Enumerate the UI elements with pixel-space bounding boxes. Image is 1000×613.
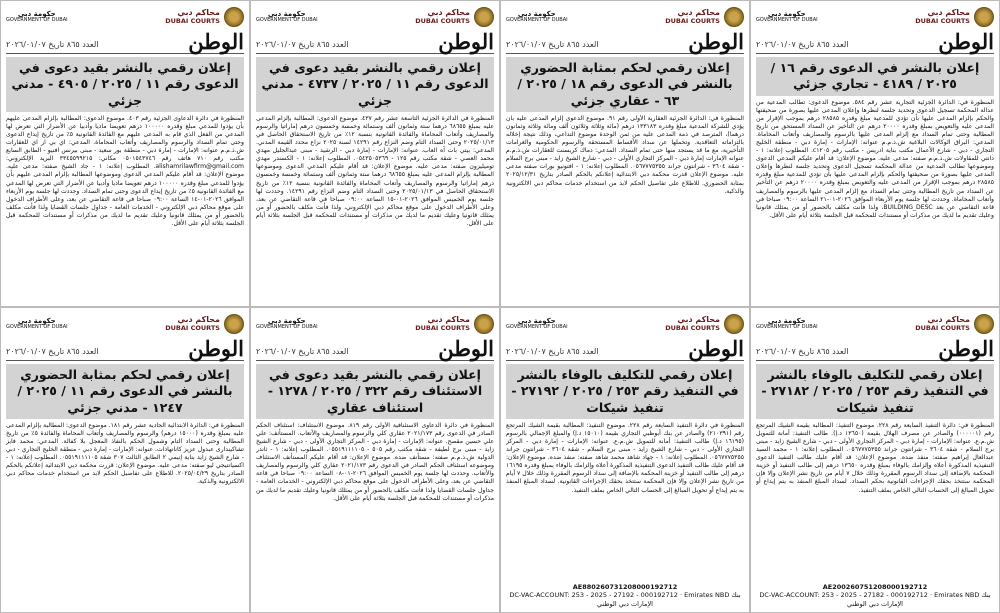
notice-body (506, 115, 744, 301)
issue-date: العدد ٨٦٥ تاريخ ٢٠٢٦/٠١/٠٧ (256, 347, 349, 356)
notice-panel (250, 307, 500, 613)
issue-date: العدد ٨٦٥ تاريخ ٢٠٢٦/٠١/٠٧ (6, 347, 99, 356)
newspaper-name: الوطن (188, 336, 244, 361)
notice-footer (756, 583, 994, 609)
masthead (6, 31, 244, 54)
issue-date: العدد ٨٦٥ تاريخ ٢٠٢٦/٠١/٠٧ (6, 40, 99, 49)
masthead (6, 338, 244, 361)
court-name-en: DUBAI COURTS (165, 323, 220, 332)
government-logo (506, 11, 568, 24)
government-logo (506, 318, 568, 331)
panel-header (256, 4, 494, 30)
gov-name-en: GOVERNMENT OF DUBAI (756, 17, 818, 24)
newspaper-name: الوطن (688, 29, 744, 54)
gov-name-en: GOVERNMENT OF DUBAI (6, 324, 68, 331)
notice-panel (0, 0, 250, 307)
masthead (256, 338, 494, 361)
government-logo (756, 11, 818, 24)
newspaper-name: الوطن (938, 29, 994, 54)
dubai-courts-logo (415, 314, 494, 334)
dubai-courts-logo (165, 314, 244, 334)
dubai-courts-logo (665, 314, 744, 334)
gov-name-ar: حكومة دبي (767, 9, 806, 18)
panel-header (6, 4, 244, 30)
issue-date: العدد ٨٦٥ تاريخ ٢٠٢٦/٠١/٠٧ (506, 40, 599, 49)
gov-name-en: GOVERNMENT OF DUBAI (506, 17, 568, 24)
panel-header (506, 4, 744, 30)
court-name-en: DUBAI COURTS (665, 16, 720, 25)
masthead (506, 31, 744, 54)
issue-date: العدد ٨٦٥ تاريخ ٢٠٢٦/٠١/٠٧ (756, 40, 849, 49)
notice-body (256, 422, 494, 607)
notice-footer (506, 583, 744, 609)
government-logo (6, 11, 68, 24)
panel-header (506, 311, 744, 337)
court-name-en: DUBAI COURTS (915, 16, 970, 25)
masthead (756, 31, 994, 54)
court-name-en: DUBAI COURTS (415, 16, 470, 25)
notice-text: المنظورة في دائرة الدعاوى الجزئية رقم ٤٠٣. موضوع الدعوى: المطالبة بإلزام المدعى عليهم بأن يؤدوا للمدعي مبلغ وقدره ١٠٠٠٠٠ درهم تعويضا ماديا وأدبيا عن الأضرار التي تعرض لها المدعي من الفعل الذي قام به المدعى عليهم مع الفائدة القانونية ٥٪ من تاريخ إيداع الدعوى وحتى تمام السداد والرسوم والمصاريف وأتعاب المحاماة. المدعي: اي بي ار اي للعقارات ش.ذ.م.م عنوانه: الإمارات - إمارة دبي - منطقة بور سعيد - مبنى بيرنس افنيو - الطابق السابع مكتب رقم ٧١٠ هاتف رقم ٠٥٠١٥٤٣٧٤٦ مكاني: ٣٣٤٥٥٩٩٢١٥ البريد الإلكتروني: alishamrilawfirm@gmail.com. المطلوب إعلانه: ١ - جاد الشيخ صفته: مدعى عليه. موضوع الإعلان: قد أقام عليكم المدعي الدعوى وموضوعها المطالبة بإلزام المدعى عليهم بأن يؤدوا للمدعي مبلغ وقدره ١٠٠٠٠٠ درهم تعويضا ماديا وأدبيا عن الأضرار التي تعرض لها المدعي مع الفائدة القانونية ٥٪ من تاريخ إيداع الدعوى وحتى تمام السداد. وحددت لها جلسة يوم الأربعاء الموافق ٢٠٢٦-٠١-١٤ الساعة ٠٩:٠٠ صباحا في قاعة التقاضي عن بعد، وعلى الأطراف الدخول على موقع محاكم دبي الإلكتروني - الخدمات العامة - جداول جلسات القضايا ولذا فأنت مكلف بالحضور أو من يمثلك قانونيا وعليك تقديم ما لديك من مذكرات أو مستندات للمحكمة قبل الجلسة بثلاثة أيام على الأقل. (6, 114, 244, 227)
gov-name-en: GOVERNMENT OF DUBAI (256, 324, 318, 331)
dubai-courts-logo (665, 7, 744, 27)
issue-date: العدد ٨٦٥ تاريخ ٢٠٢٦/٠١/٠٧ (756, 347, 849, 356)
notice-body (506, 422, 744, 581)
court-name-en: DUBAI COURTS (915, 323, 970, 332)
notice-body (256, 115, 494, 301)
gov-name-ar: حكومة دبي (517, 9, 556, 18)
notice-headline: إعلان رقمي بالنشر بقيد دعوى في الدعوى رقم ١١ / ٢٠٢٥ / ٤٩٠٥ - مدني جزئي (6, 57, 244, 112)
notice-body (6, 422, 244, 607)
newspaper-name: الوطن (188, 29, 244, 54)
dubai-courts-logo (915, 314, 994, 334)
gov-name-en: GOVERNMENT OF DUBAI (506, 324, 568, 331)
notice-text: المنظورة في: الدائرة الجزئية التجارية عشر رقم ٥٨٤. موضوع الدعوى: تطالب المدعية من عدالة المحكمة تسجيل الدعوى وتحديد جلسة لنظرها وإعلان المدعى عليها بصورة من صحيفتها والحكم بإلزام المدعى عليها بأن تؤدي للمدعية مبلغ وقدره ٢٨٥٨٥ درهم بموجب الإقرار من المدعى عليه والتعويض بمبلغ وقدره ٢٠٠٠٠ درهم عن التأخير عن السداد المستحق من تاريخ المطالبة وحتى تمام السداد مع إلزام المدعى عليها بالرسوم والمصاريف وأتعاب المحاماة. المدعي: البراق الوكالات البلاغية ش.ذ.م.م عنوانه: الإمارات - إمارة دبي - منطقة الخليج التجاري - دبي - شارع الأعمال مكتب بناية ادريس - مكتب رقم c١٢٠٥. المطلوب إعلانه: ١ - دانتي للمقاولات ش.ذ.م.م صفته: مدعى عليه. موضوع الإعلان: قد أقام عليكم المدعي الدعوى وموضوعها تطالب المدعية من عدالة المحكمة تسجيل الدعوى وتحديد جلسة لنظرها وإعلان المدعى عليها بصورة من صحيفتها والحكم بإلزام المدعى عليها بأن تؤدي للمدعية مبلغ وقدره ٢٨٥٨٥ درهم بموجب الإقرار من المدعى عليه والتعويض بمبلغ وقدره ٢٠٠٠٠ درهم عن التأخير عن السداد من تاريخ المطالبة وحتى تمام السداد مع إلزام المدعى عليها بالرسوم والمصاريف وأتعاب المحاماة. وحددت لها جلسة يوم الأربعاء الموافق ٢٠٢٦-٠١-٢١ الساعة ٠٩:٠٠ صباحا في قاعة التقاضي عن بعد BUILDING_DESC، ولذا فأنت مكلف بالحضور أو من يمثلك قانونيا وعليك تقديم ما لديك من مذكرات أو مستندات للمحكمة قبل الجلسة بثلاثة أيام على الأقل. (756, 98, 994, 219)
court-seal-icon (724, 314, 744, 334)
notice-headline: إعلان رقمي للتكليف بالوفاء بالنشر في التنفيذ رقم ٢٥٣ / ٢٠٢٥ / ٢٧١٨٢ - تنفيذ شيكات (756, 364, 994, 419)
court-name-en: DUBAI COURTS (165, 16, 220, 25)
account-line: DC-VAC-ACCOUNT: 253 - 2025 - 27182 - 000192712 · Emirates NBD بنك الإمارات دبي الوطني (759, 591, 991, 609)
gov-name-en: GOVERNMENT OF DUBAI (6, 17, 68, 24)
newspaper-name: الوطن (938, 336, 994, 361)
court-name-en: DUBAI COURTS (415, 323, 470, 332)
court-name-ar: محاكم دبي (177, 8, 220, 18)
panel-header (256, 311, 494, 337)
court-seal-icon (974, 7, 994, 27)
court-name-ar: محاكم دبي (927, 315, 970, 325)
notice-panel (750, 307, 1000, 613)
court-name-ar: محاكم دبي (677, 315, 720, 325)
iban: AE200260751208000192712 (822, 582, 928, 591)
masthead (506, 338, 744, 361)
government-logo (6, 318, 68, 331)
gov-name-en: GOVERNMENT OF DUBAI (256, 17, 318, 24)
court-seal-icon (724, 7, 744, 27)
notice-body (756, 422, 994, 581)
government-logo (256, 318, 318, 331)
gov-name-ar: حكومة دبي (267, 316, 306, 325)
notice-headline: إعلان رقمي بالنشر بقيد دعوى في الدعوى رقم ١١ / ٢٠٢٥ / ٤٧٣٧ - مدني جزئي (256, 57, 494, 112)
government-logo (256, 11, 318, 24)
masthead (756, 338, 994, 361)
court-seal-icon (224, 7, 244, 27)
notice-panel (750, 0, 1000, 307)
notice-text: المنظورة في: الدائرة الابتدائية الحادية عشر رقم ١٨١. موضوع الدعوى: المطالبة بإلزام المدعى عليه بمبلغ وقدره (١٥٠٠٠ درهم) والرسوم والمصاريف وأتعاب المحاماة والفائدة ٥٪ من تاريخ المطالبة وحتى السداد التام وشمول الحكم بالنفاذ المعجل بلا كفالة. المدعي: محمد فايز تشاكيندارى عبدول عزيز كانانهادات. عنوانه: الإمارات - إمارة دبي - منطقة الخليج التجاري - دبي - شارع الشيخ زايد بناية إنيمي ٢ الطابق الثالث ٣٠٧ شقة ٠٥٥١٩١١١١٠٥. المطلوب إعلانه: ١ - اكسيانتيجي ليو صفته: مدعى عليه. موضوع الإعلان: قررت محكمة دبي الابتدائية إعلانكم بالحكم الصادر بتاريخ ٢٠٢٥/٠٤/٢٩. للاطلاع على تفاصيل الحكم لابد من استخدام خدمات محاكم دبي الالكترونية والذكية. (6, 421, 244, 486)
dubai-courts-logo (165, 7, 244, 27)
notice-panel (500, 307, 750, 613)
gov-name-ar: حكومة دبي (767, 316, 806, 325)
notice-body (756, 99, 994, 302)
issue-date: العدد ٨٦٥ تاريخ ٢٠٢٦/٠١/٠٧ (506, 347, 599, 356)
notice-headline: إعلان بالنشر في الدعوى رقم ١٦ / ٢٠٢٥ / ٤١٨٩ - تجاري جزئي (756, 57, 994, 96)
iban: AE880260731208000192712 (572, 582, 678, 591)
court-seal-icon (974, 314, 994, 334)
panel-header (756, 4, 994, 30)
gov-name-ar: حكومة دبي (17, 9, 56, 18)
newspaper-name: الوطن (688, 336, 744, 361)
dubai-courts-logo (415, 7, 494, 27)
gov-name-en: GOVERNMENT OF DUBAI (756, 324, 818, 331)
dubai-courts-logo (915, 7, 994, 27)
issue-date: العدد ٨٦٥ تاريخ ٢٠٢٦/٠١/٠٧ (256, 40, 349, 49)
notice-text: المنظورة في: دائرة التنفيذ السابعة رقم ٢٢٨. موضوع التنفيذ: المطالبة بقيمة الشيك المرتجع رقم (٠٠٠٠٠١) والصادر عن مصرف الهلال بقيمة (١٣٦٥٠ د.إ). طالب التنفيذ: أمانة للتمويل ش.م.ع. عنوانه: الإمارات - إمارة دبي - المركز التجاري الأولى - دبي - شارع الشيخ زايد - مبنى برج السلام - شقة ٣٦٠٤ - شرانتون جراند ٠٥٦٧٧٧٥٣٥٥. المطلوب إعلانه: ١ - محمد السيد عبدالعال إبراهيم صفته: منفذ ضده. موضوع الإعلان: قد أقام عليك طالب التنفيذ الدعوى التنفيذية المذكورة أعلاه وإلزامك بالوفاء بمبلغ وقدره ١٣٦٥٠ درهم إلى طالب التنفيذ أو خزينة المحكمة بالإضافة إلى سداد الرسوم المقررة وذلك خلال ٧ أيام من تاريخ نشر الإعلان وإلا فإن المحكمة ستتخذ بحقك الإجراءات القانونية بحكم السداد. لسداد المبلغ المنفذ به يتم إيداع أو تحويل المبالغ إلى الحساب التالي الخاص بملف التنفيذ. (756, 421, 994, 494)
notice-text: المنظورة في الدائرة الجزئية التاسعة عشر رقم ٤٣٧. موضوع الدعوى: المطالبة بإلزام المدعى عليه بمبلغ ٦٨٦٥٥ درهما ستة وثمانون ألف وستمائة وخمسة وخمسون درهم إماراتيا والرسوم والمصاريف وأتعاب المحاماة والفائدة القانونية بنسبة ١٢٪ من تاريخ الاستحقاق الحاصل في ٢٠٢٥/٠١/١٣ وحتى السداد التام وضم النزاع رقم ١٤٢٩١ لسنة ٢٠٢٥ نزاع محدد القيمة المدني. المدعي: بيتي بات آه العاب. عنوانه: الإمارات - إمارة دبي - الرشيد - مبنى عبدالجليل مهدي محمد العصي - شقة مكتب رقم ١٢٥ - ٠٥٤٣٥٠٥٣٦٩. المطلوب إعلانه: ١ - الكسندر مهدي توميليزون صفته: مدعى عليه. موضوع الإعلان: قد أقام عليكم المدعي الدعوى وموضوعها المطالبة بإلزام المدعى عليه بمبلغ ٦٨٦٥٥ درهما ستة وثمانون ألف وستمائة وخمسة وخمسون درهم إماراتيا والرسوم والمصاريف وأتعاب المحاماة والفائدة القانونية بنسبة ١٢٪ من تاريخ الاستحقاق الحاصل في ٢٠٢٥/٠١/١٣ وحتى السداد التام وضم النزاع رقم ١٤٢٩١. وحددت لها جلسة يوم الخميس الموافق ٢٠٢٦-٠١-١٥ الساعة ٠٩:٠٠ صباحا في قاعة التقاضي عن بعد، وعلى الأطراف الدخول على موقع محاكم دبي الإلكتروني، ولذا فأنت مكلف بالحضور أو من يمثلك قانونيا وعليك تقديم ما لديك من مذكرات أو مستندات للمحكمة قبل الجلسة بثلاثة أيام على الأقل. (256, 114, 494, 227)
court-seal-icon (474, 7, 494, 27)
government-logo (756, 318, 818, 331)
gov-name-ar: حكومة دبي (267, 9, 306, 18)
newspaper-name: الوطن (438, 336, 494, 361)
gov-name-ar: حكومة دبي (17, 316, 56, 325)
court-name-en: DUBAI COURTS (665, 323, 720, 332)
panel-header (6, 311, 244, 337)
court-name-ar: محاكم دبي (427, 315, 470, 325)
notice-panel (0, 307, 250, 613)
notice-panel (250, 0, 500, 307)
court-name-ar: محاكم دبي (677, 8, 720, 18)
masthead (256, 31, 494, 54)
court-name-ar: محاكم دبي (427, 8, 470, 18)
court-seal-icon (224, 314, 244, 334)
notice-headline: إعلان رقمي للتكليف بالوفاء بالنشر في التنفيذ رقم ٢٥٣ / ٢٠٢٥ / ٢٧١٩٢ - تنفيذ شيكات (506, 364, 744, 419)
notice-text: المنظورة في دائرة الدعاوى الاستئنافية الأولى رقم ٨١٩. موضوع الاستئناف: استئناف الحكم الصادر في الدعوى رقم ٢٠٢١/١٧٣ عقاري كلي والرسوم والمصاريف والأتعاب. المستأنف: علي علي حسين مقصح. عنوانه: الإمارات - إمارة دبي - المركز التجاري الأولى - دبي - شارع الشيخ زايد - مبنى برج لطيفة - شقة مكتب رقم ٥٠٥ - ٠٥٥١٩١١١١٠٥. المطلوب إعلانه: ١ - ثاندر الدولية ش.ذ.م.م صفته: مستأنف ضده. موضوع الإعلان: قد أقام عليكم المستأنف الاستئناف وموضوعه استئناف الحكم الصادر في الدعوى رقم ٢٠٢١/١٧٣ عقاري كلي والرسوم والمصاريف والأتعاب. وحددت لها جلسة يوم الخميس الموافق ٢٠٢٦-٠١-٠٨ الساعة ٠٩:٠٠ صباحا في قاعة التقاضي عن بعد، وعلى الأطراف الدخول على موقع محاكم دبي الإلكتروني - الخدمات العامة - جداول جلسات القضايا ولذا فأنت مكلف بالحضور أو من يمثلك قانونيا وعليك تقديم ما لديك من مذكرات أو مستندات للمحكمة قبل الجلسة بثلاثة أيام على الأقل. (256, 421, 494, 502)
panel-header (756, 311, 994, 337)
gov-name-ar: حكومة دبي (517, 316, 556, 325)
notice-text: المنظورة في دائرة التنفيذ السابعة رقم ٢٢٨. موضوع التنفيذ: المطالبة بقيمة الشيك المرتجع رقم (٢١٠٣٩١) والصادر عن بنك أبوظبي التجاري بقيمة (١٥٠١٠ د.إ) والمبلغ الإجمالي بالرسوم (١٦١٩٥ د.إ) طالب التنفيذ: أمانة للتمويل ش.م.ع. عنوانه: الإمارات - إمارة دبي - المركز التجاري الأولى - دبي - شارع الشيخ زايد - مبنى برج السلام - شقة ٣٦٠٤ - شرانتون جراند ٠٥٦٧٧٧٥٣٥٥. المطلوب إعلانه: ١ - جهاد شاهد محمد شاهد صفته: منفذ ضده. موضوع الإعلان: قد أقام عليك طالب التنفيذ الدعوى التنفيذية المذكورة أعلاه وإلزامك بالوفاء بمبلغ وقدره ١٦١٩٥ درهم إلى طالب التنفيذ أو خزينة المحكمة بالإضافة إلى سداد الرسوم المقررة وذلك خلال ٧ أيام من تاريخ نشر الإعلان وإلا فإن المحكمة ستتخذ بحقك الإجراءات القانونية. لسداد المبلغ المنفذ به يتم إيداع أو تحويل المبالغ إلى الحساب التالي الخاص بملف التنفيذ. (506, 421, 744, 494)
account-line: DC-VAC-ACCOUNT: 253 - 2025 - 27192 - 000192712 · Emirates NBD بنك الإمارات دبي الوطني (509, 591, 741, 609)
notice-headline: إعلان رقمي لحكم بمثابة الحضوري بالنشر في الدعوى رقم ١١ / ٢٠٢٥ / ١٢٤٧ - مدني جزئي (6, 364, 244, 419)
newspaper-name: الوطن (438, 29, 494, 54)
notice-panel (500, 0, 750, 307)
notice-body (6, 115, 244, 301)
notice-headline: إعلان رقمي بالنشر بقيد دعوى في الاستئناف رقم ٣٢٢ / ٢٠٢٥ / ١٢٧٨ - استئناف عقاري (256, 364, 494, 419)
court-seal-icon (474, 314, 494, 334)
notice-text: المنظورة في: الدائرة الجزئية العقارية الأولى رقم ٩١. موضوع الدعوى إلزام المدعى عليه بأن يؤدي للشركة المدعية مبلغ وقدره ١٣٣١٨٣ درهم (مائة وثلاثة وثلاثون ألف ومائة وثلاثة وثمانون درهما)، المترصد في ذمة المدعى عليه من ثمن الوحدة موضوع التداعي، وذلك نتيجة إخلاله بالتزاماته التعاقدية. وتحملها عن سداد الأقساط المستحقة والرسوم الحكومية والغرامات التأخيرية، مع ما قد يستجد منها حتى تمام السداد. المدعي: دماك كريسنت للعقارات ش.ذ.م.م عنوانه الإمارات إمارة دبي - المركز التجاري الأولى - دبي - شارع الشيخ زايد - مبنى برج السلام - شقة ٣٦٠٤ - شرانتون جراند ٠٥٦٧٧٧٥٣٥٥. المطلوب إعلانه: ١ - افتونيو بورات صفته مدعى عليه. موضوع الإعلان قدرت محكمة دبي الابتدائية إعلانكم بالحكم الصادر بتاريخ ٢٠٢٥/١٢/٣١ بمثابة الحضوري. للاطلاع على تفاصيل الحكم لابد من استخدام خدمات محاكم دبي الالكترونية والذكية. (506, 114, 744, 195)
court-name-ar: محاكم دبي (927, 8, 970, 18)
court-name-ar: محاكم دبي (177, 315, 220, 325)
notice-headline: إعلان رقمي لحكم بمثابة الحضوري بالنشر في الدعوى رقم ١٨ / ٢٠٢٥ / ٦٣ - عقاري جزئي (506, 57, 744, 112)
